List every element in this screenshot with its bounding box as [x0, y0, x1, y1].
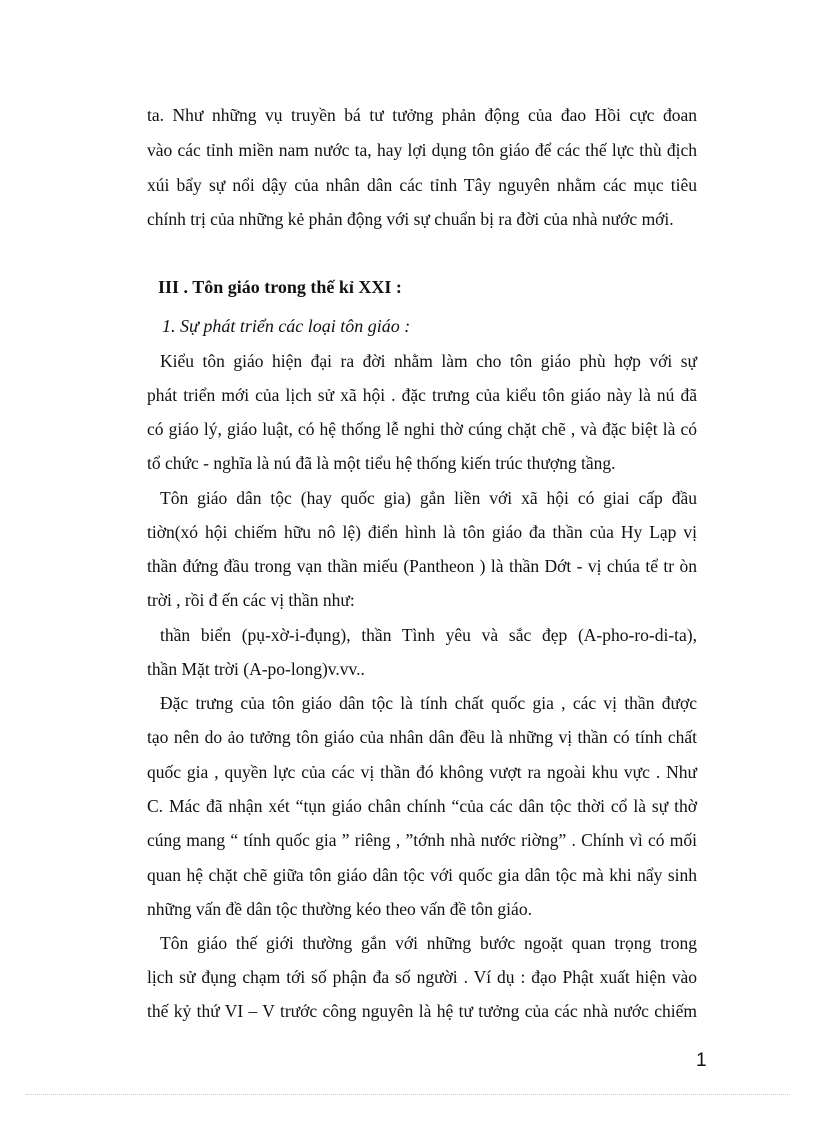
- body-text-line: Tôn giáo thế giới thường gắn với những bước ngoặt quan trọng trong: [160, 933, 697, 953]
- body-text-line: phát triển mới của lịch sử xã hội . đặc trưng của kiểu tôn giáo này là nú đã: [147, 385, 697, 405]
- page-number: 1: [696, 1050, 707, 1071]
- body-text-line: tạo nên do ảo tưởng tôn giáo của nhân dân đều là những vị thần có tính chất: [147, 727, 697, 747]
- body-text-line: tổ chức - nghĩa là nú đã là một tiểu hệ thống kiến trúc thượng tầng.: [147, 453, 616, 473]
- page-boundary-line: [26, 1094, 790, 1095]
- body-text-line: những vấn đề dân tộc thường kéo theo vấn đề tôn giáo.: [147, 899, 532, 919]
- body-text-line: chính trị của những kẻ phản động với sự chuẩn bị ra đời của nhà nước mới.: [147, 209, 674, 229]
- body-text-line: cúng mang “ tính quốc gia ” riêng , ”tớnh nhà nước riờng” . Chính vì có mối: [147, 830, 697, 850]
- body-text-line: quan hệ chặt chẽ giữa tôn giáo dân tộc với quốc gia dân tộc mà khi nẩy sinh: [147, 865, 697, 885]
- body-text-line: tiờn(xó hội chiếm hữu nô lệ) điển hình là tôn giáo đa thần của Hy Lạp vị: [147, 522, 697, 542]
- body-text-line: Đặc trưng của tôn giáo dân tộc là tính chất quốc gia , các vị thần được: [160, 693, 697, 713]
- body-text-line: xúi bẩy sự nổi dậy của nhân dân các tỉnh Tây nguyên nhằm các mục tiêu: [147, 175, 697, 195]
- body-text-line: có giáo lý, giáo luật, có hệ thống lễ nghi thờ cúng chặt chẽ , và đặc biệt là có: [147, 419, 697, 439]
- body-text-line: thần Mặt trời (A-po-long)v.vv..: [147, 659, 365, 679]
- body-text-line: ta. Như những vụ truyền bá tư tưởng phản động của đao Hồi cực đoan: [147, 105, 697, 125]
- body-text-line: vào các tỉnh miền nam nước ta, hay lợi dụng tôn giáo để các thế lực thù địch: [147, 140, 697, 160]
- subsection-heading: 1. Sự phát triển các loại tôn giáo :: [162, 316, 411, 336]
- body-text-line: lịch sử đụng chạm tới số phận đa số người . Ví dụ : đạo Phật xuất hiện vào: [147, 967, 697, 987]
- body-text-line: Kiểu tôn giáo hiện đại ra đời nhằm làm cho tôn giáo phù hợp với sự: [160, 351, 697, 371]
- section-heading: III . Tôn giáo trong thế kỉ XXI :: [158, 277, 402, 297]
- body-text-line: C. Mác đã nhận xét “tụn giáo chân chính “của các dân tộc thời cổ là sự thờ: [147, 796, 697, 816]
- body-text-line: trời , rồi đ ến các vị thần như:: [147, 590, 355, 610]
- body-text-line: thần biển (pụ-xờ-i-đụng), thần Tình yêu và sắc đẹp (A-pho-ro-di-ta),: [160, 625, 697, 645]
- body-text-line: thần đứng đầu trong vạn thần miếu (Pantheon ) là thần Dớt - vị chúa tể tr òn: [147, 556, 697, 576]
- body-text-line: thế kỷ thứ VI – V trước công nguyên là hệ tư tưởng của các nhà nước chiếm: [147, 1001, 697, 1021]
- body-text-line: quốc gia , quyền lực của các vị thần đó không vượt ra ngoài khu vực . Như: [147, 762, 697, 782]
- body-text-line: Tôn giáo dân tộc (hay quốc gia) gắn liền với xã hội có giai cấp đầu: [160, 488, 697, 508]
